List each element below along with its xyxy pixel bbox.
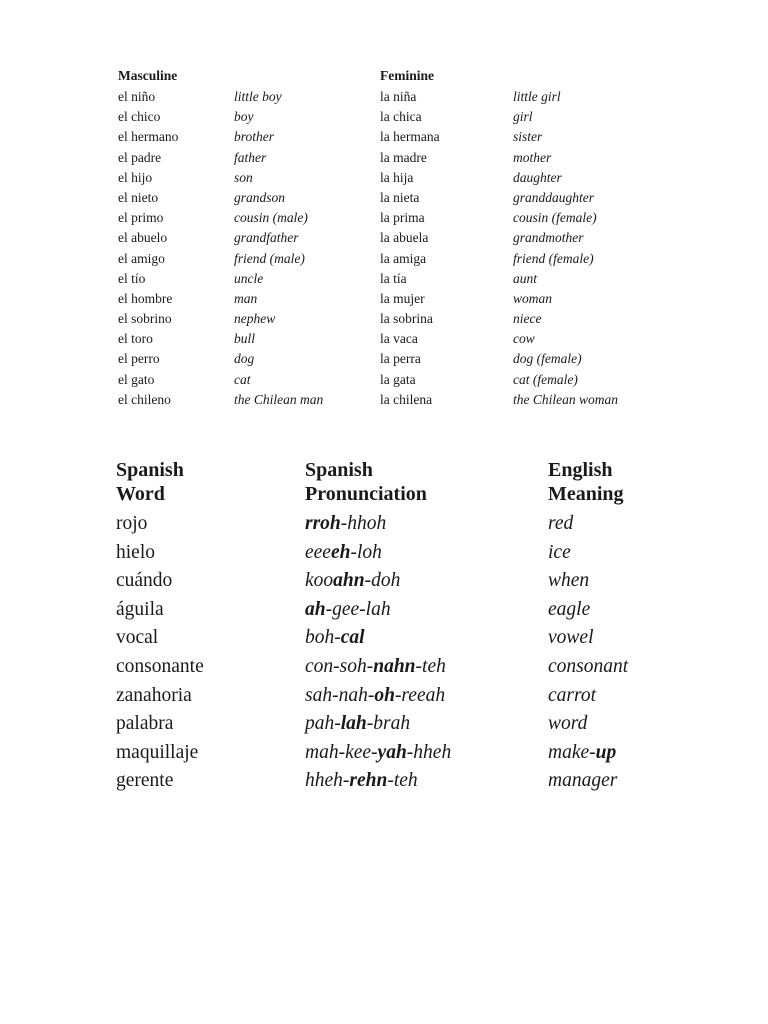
feminine-meaning: aunt xyxy=(513,270,538,286)
pronunciation-table xyxy=(116,458,676,796)
masculine-word: el niño xyxy=(118,89,156,104)
meaning-segment: consonant xyxy=(548,655,629,677)
spanish-word-heading: Spanish Word xyxy=(116,459,184,505)
feminine-word: la hija xyxy=(380,169,414,185)
masculine-word: el tío xyxy=(118,270,146,286)
meaning-segment: vowel xyxy=(548,627,594,649)
feminine-word: la chilena xyxy=(380,391,433,407)
spanish-pronunciation xyxy=(305,567,400,596)
spanish-word: zanahoria xyxy=(116,684,192,706)
masculine-meaning: brother xyxy=(234,129,274,145)
masculine-word: el primo xyxy=(118,210,164,226)
feminine-meaning: grandmother xyxy=(513,230,584,246)
feminine-word: la madre xyxy=(380,149,427,165)
spanish-word: palabra xyxy=(116,713,174,735)
spanish-word: cuándo xyxy=(116,570,173,592)
spanish-pronunciation xyxy=(305,653,446,682)
pronunciation-table-row xyxy=(116,567,676,596)
spanish-pronunciation xyxy=(305,539,382,568)
pronunciation-table-row xyxy=(116,710,676,739)
gender-table-row xyxy=(118,188,658,208)
pronunciation-segment: -loh xyxy=(350,541,382,563)
feminine-meaning: little girl xyxy=(513,89,561,104)
feminine-heading: Feminine xyxy=(380,68,434,83)
masculine-word: el gato xyxy=(118,371,155,387)
masculine-word: el toro xyxy=(118,331,153,347)
masculine-meaning: the Chilean man xyxy=(234,391,324,407)
pronunciation-segment: -hhoh xyxy=(340,513,387,534)
masculine-meaning: uncle xyxy=(234,270,264,286)
spanish-pronunciation xyxy=(305,767,418,796)
masculine-meaning: grandson xyxy=(234,189,286,205)
pronunciation-segment: -reeah xyxy=(394,684,446,706)
gender-table-row xyxy=(118,349,658,369)
masculine-word: el hermano xyxy=(118,129,179,145)
pronunciation-table-row xyxy=(116,539,676,568)
pronunciation-segment: -hheh xyxy=(406,741,452,763)
feminine-word: la nieta xyxy=(380,189,420,205)
masculine-meaning: son xyxy=(234,169,253,185)
feminine-meaning: sister xyxy=(513,129,543,145)
masculine-meaning: cousin (male) xyxy=(234,210,308,226)
gender-table-row xyxy=(118,269,658,289)
masculine-word: el sobrino xyxy=(118,311,172,327)
pronunciation-table-row xyxy=(116,624,676,653)
pronunciation-table-header xyxy=(116,458,676,510)
english-meaning xyxy=(548,624,593,653)
pronunciation-segment: mah-kee- xyxy=(305,741,378,763)
masculine-word: el perro xyxy=(118,351,160,367)
masculine-word: el padre xyxy=(118,149,162,165)
feminine-word: la gata xyxy=(380,371,416,387)
english-meaning xyxy=(548,539,571,568)
english-meaning xyxy=(548,767,617,796)
feminine-word: la prima xyxy=(380,210,425,226)
pronunciation-segment: -doh xyxy=(364,570,401,592)
pronunciation-segment: con-soh- xyxy=(305,655,374,677)
masculine-meaning: little boy xyxy=(234,89,282,104)
feminine-meaning: woman xyxy=(513,290,553,306)
gender-table-row xyxy=(118,127,658,147)
pronunciation-stressed: lah xyxy=(340,713,367,735)
spanish-pronunciation xyxy=(305,739,451,768)
gender-table-row xyxy=(118,87,658,107)
meaning-segment: eagle xyxy=(548,598,591,620)
gender-vocabulary-table xyxy=(118,67,658,410)
english-meaning xyxy=(548,653,628,682)
english-meaning xyxy=(548,682,596,711)
feminine-meaning: granddaughter xyxy=(513,189,594,205)
pronunciation-stressed: oh xyxy=(374,684,395,706)
pronunciation-segment: boh- xyxy=(305,627,341,649)
gender-table-row xyxy=(118,208,658,228)
pronunciation-stressed: cal xyxy=(340,627,365,649)
feminine-meaning: cow xyxy=(513,331,535,347)
feminine-word: la amiga xyxy=(380,250,427,266)
feminine-meaning: dog (female) xyxy=(513,351,582,367)
masculine-word: el hijo xyxy=(118,169,153,185)
pronunciation-segment: koo xyxy=(305,570,334,592)
feminine-meaning: daughter xyxy=(513,169,562,185)
pronunciation-segment: pah- xyxy=(305,713,341,735)
masculine-heading: Masculine xyxy=(118,68,178,83)
pronunciation-segment: -teh xyxy=(415,655,446,677)
spanish-pronunciation xyxy=(305,596,391,625)
feminine-word: la chica xyxy=(380,109,422,125)
gender-table-row xyxy=(118,168,658,188)
feminine-meaning: mother xyxy=(513,149,552,165)
pronunciation-stressed: nahn xyxy=(373,655,416,677)
spanish-word: vocal xyxy=(116,627,159,649)
masculine-word: el hombre xyxy=(118,290,173,306)
pronunciation-stressed: eh xyxy=(330,541,351,563)
masculine-word: el chico xyxy=(118,109,161,125)
spanish-word: gerente xyxy=(116,770,174,792)
english-meaning xyxy=(548,567,589,596)
pronunciation-stressed: ahn xyxy=(333,570,365,592)
pronunciation-segment: hheh- xyxy=(305,770,350,792)
feminine-meaning: cat (female) xyxy=(513,371,578,387)
gender-table-row xyxy=(118,107,658,127)
masculine-meaning: dog xyxy=(234,351,255,367)
masculine-meaning: father xyxy=(234,149,267,165)
pronunciation-table-row xyxy=(116,767,676,796)
meaning-segment: when xyxy=(548,570,590,592)
masculine-word: el nieto xyxy=(118,189,159,205)
pronunciation-table-row xyxy=(116,739,676,768)
pronunciation-segment: sah-nah- xyxy=(305,684,375,706)
english-meaning xyxy=(548,739,616,768)
meaning-segment: ice xyxy=(548,541,571,563)
masculine-meaning: grandfather xyxy=(234,230,299,246)
spanish-pronunciation xyxy=(305,710,410,739)
feminine-word: la perra xyxy=(380,351,421,367)
masculine-word: el chileno xyxy=(118,391,171,407)
pronunciation-table-row xyxy=(116,510,676,539)
feminine-meaning: friend (female) xyxy=(513,250,594,266)
spanish-word: maquillaje xyxy=(116,741,199,763)
spanish-pronunciation-heading: Spanish Pronunciation xyxy=(305,459,427,505)
masculine-meaning: cat xyxy=(234,371,251,387)
gender-table-row xyxy=(118,309,658,329)
gender-table-row xyxy=(118,370,658,390)
pronunciation-segment: -gee-lah xyxy=(325,598,391,620)
gender-table-row xyxy=(118,228,658,248)
english-meaning xyxy=(548,596,590,625)
gender-table-header xyxy=(118,67,658,87)
feminine-word: la hermana xyxy=(380,129,440,145)
spanish-pronunciation xyxy=(305,682,445,711)
feminine-meaning: the Chilean woman xyxy=(513,391,618,407)
pronunciation-stressed: rroh xyxy=(305,513,341,534)
meaning-segment: make- xyxy=(548,741,596,763)
feminine-word: la niña xyxy=(380,89,417,104)
meaning-segment: manager xyxy=(548,770,618,792)
pronunciation-table-row xyxy=(116,682,676,711)
spanish-pronunciation xyxy=(305,510,386,539)
spanish-word: hielo xyxy=(116,541,155,563)
feminine-word: la tía xyxy=(380,270,407,286)
meaning-segment: carrot xyxy=(548,684,597,706)
gender-table-row xyxy=(118,289,658,309)
spanish-pronunciation xyxy=(305,624,365,653)
masculine-meaning: nephew xyxy=(234,311,276,327)
feminine-word: la abuela xyxy=(380,230,429,246)
feminine-word: la mujer xyxy=(380,290,425,306)
meaning-stressed: up xyxy=(595,741,617,763)
pronunciation-table-row xyxy=(116,596,676,625)
feminine-meaning: niece xyxy=(513,311,542,327)
pronunciation-table-row xyxy=(116,653,676,682)
masculine-meaning: friend (male) xyxy=(234,250,305,266)
masculine-meaning: man xyxy=(234,290,258,306)
masculine-meaning: boy xyxy=(234,109,254,125)
english-meaning xyxy=(548,510,573,539)
feminine-meaning: cousin (female) xyxy=(513,210,597,226)
meaning-segment: word xyxy=(548,713,588,735)
pronunciation-stressed: yah xyxy=(377,741,407,763)
feminine-meaning: girl xyxy=(513,109,533,125)
pronunciation-stressed: ah xyxy=(305,598,326,620)
gender-table-body xyxy=(118,87,658,410)
spanish-word: águila xyxy=(116,598,164,620)
pronunciation-segment: -teh xyxy=(387,770,418,792)
english-meaning xyxy=(548,710,587,739)
gender-table-row xyxy=(118,390,658,410)
pronunciation-stressed: rehn xyxy=(349,770,388,792)
pronunciation-table-body xyxy=(116,510,676,796)
pronunciation-segment: -brah xyxy=(366,713,411,735)
masculine-word: el amigo xyxy=(118,250,165,266)
pronunciation-segment: eee xyxy=(305,541,331,563)
masculine-meaning: bull xyxy=(234,331,256,347)
gender-table-row xyxy=(118,329,658,349)
spanish-word: consonante xyxy=(116,655,204,677)
masculine-word: el abuelo xyxy=(118,230,168,246)
gender-table-row xyxy=(118,249,658,269)
spanish-word: rojo xyxy=(116,513,148,534)
feminine-word: la vaca xyxy=(380,331,418,347)
meaning-segment: red xyxy=(548,513,574,534)
feminine-word: la sobrina xyxy=(380,311,433,327)
gender-table-row xyxy=(118,148,658,168)
english-meaning-heading: English Meaning xyxy=(548,459,624,505)
